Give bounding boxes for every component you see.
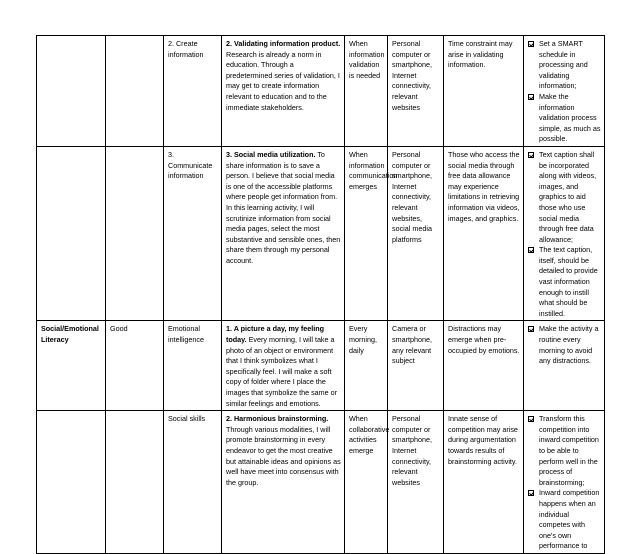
- level-cell: [106, 146, 164, 321]
- activity-title: 2. Harmonious brainstorming.: [226, 414, 329, 424]
- resources-cell: Personal computer or smartphone, Internet connectivity, relevant websites: [388, 36, 444, 147]
- table-row: [37, 146, 605, 321]
- checked-box-icon: [528, 41, 534, 47]
- solutions-cell: [524, 321, 605, 411]
- domain-cell: Social/Emotional Literacy: [37, 321, 106, 411]
- skill-cell: Social skills: [164, 411, 222, 554]
- solution-item: Set a SMART schedule in processing and validating information;: [528, 39, 601, 92]
- activity-body: Research is already a norm in education. Through a predetermined series of validation, I may get to create information relevant to education and to the immediate stakeholders.: [226, 49, 340, 112]
- barriers-cell: Distractions may emerge when pre-occupied by emotions.: [444, 321, 524, 411]
- activity-cell: [222, 36, 345, 147]
- solution-item: Transform this competition into inward competition to be able to perform well in the process of brainstorming;: [528, 414, 601, 488]
- checked-box-icon: [528, 247, 534, 253]
- level-cell: Good: [106, 321, 164, 411]
- solutions-cell: [524, 411, 605, 554]
- checked-box-icon: [528, 152, 534, 158]
- checked-box-icon: [528, 490, 534, 496]
- domain-cell: [37, 146, 106, 321]
- solution-item: The text caption, itself, should be detailed to provide vast information enough to instill what should be instilled.: [528, 245, 601, 319]
- activity-body: To share information is to save a person. I believe that social media is one of the accessible platforms where people get information from. In this learning activity, I will scrutinize information from social media pages, select the most substantive and sensible ones, then share them through my personal account.: [226, 149, 341, 265]
- solution-item: Inward competition happens when an individual competes with one's own performance to: [528, 488, 601, 552]
- table-row: [37, 411, 605, 554]
- activity-title: 3. Social media utilization.: [226, 149, 316, 159]
- barriers-cell: Those who access the social media through free data allowance may experience limitations in retrieving information via videos, images, and graphics.: [444, 146, 524, 321]
- skill-cell: Emotional intelligence: [164, 321, 222, 411]
- when-cell: When information validation is needed: [345, 36, 388, 147]
- resources-cell: Personal computer or smartphone, Internet connectivity, relevant websites: [388, 411, 444, 554]
- barriers-cell: Innate sense of competition may arise during argumentation towards results of brainstorming activity.: [444, 411, 524, 554]
- skill-cell: 3. Communicate information: [164, 146, 222, 321]
- activity-body: Every morning, I will take a photo of an object or environment that I think symbolizes what I specifically feel. I will make a soft copy of folder where I place the images that symbolize the same or similar feelings and emotions.: [226, 335, 338, 408]
- solution-item: Make the activity a routine every morning to avoid any distractions.: [528, 324, 601, 366]
- domain-cell: [37, 36, 106, 147]
- learning-plan-table: [36, 35, 605, 554]
- when-cell: When information communication emerges: [345, 146, 388, 321]
- solutions-cell: [524, 146, 605, 321]
- activity-title: 1. A picture a day, my feeling today.: [226, 324, 324, 345]
- resources-cell: Personal computer or smartphone, Internet connectivity, relevant websites, social media platforms: [388, 146, 444, 321]
- solution-item: Text caption shall be incorporated along with videos, images, and graphics to aid those who use social media through free data allowance;: [528, 150, 601, 245]
- level-cell: [106, 36, 164, 147]
- checked-box-icon: [528, 326, 534, 332]
- activity-title: 2. Validating information product.: [226, 39, 341, 48]
- level-cell: [106, 411, 164, 554]
- checked-box-icon: [528, 94, 534, 100]
- when-cell: Every morning, daily: [345, 321, 388, 411]
- checked-box-icon: [528, 416, 534, 422]
- resources-cell: Camera or smartphone, any relevant subject: [388, 321, 444, 411]
- solution-item: Make the information validation process simple, as much as possible.: [528, 92, 601, 145]
- activity-cell: [222, 411, 345, 554]
- activity-body: Through various modalities, I will promote brainstorming in every endeavor to get the most creative but attainable ideas and opinions as well have meet into consensus with the group.: [226, 424, 341, 487]
- solutions-cell: [524, 36, 605, 147]
- activity-cell: [222, 146, 345, 321]
- barriers-cell: Time constraint may arise in validating information.: [444, 36, 524, 147]
- domain-cell: [37, 411, 106, 554]
- skill-cell: 2. Create information: [164, 36, 222, 147]
- table-row: [37, 36, 605, 147]
- when-cell: When collaborative activities emerge: [345, 411, 388, 554]
- activity-cell: [222, 321, 345, 411]
- table-row: [37, 321, 605, 411]
